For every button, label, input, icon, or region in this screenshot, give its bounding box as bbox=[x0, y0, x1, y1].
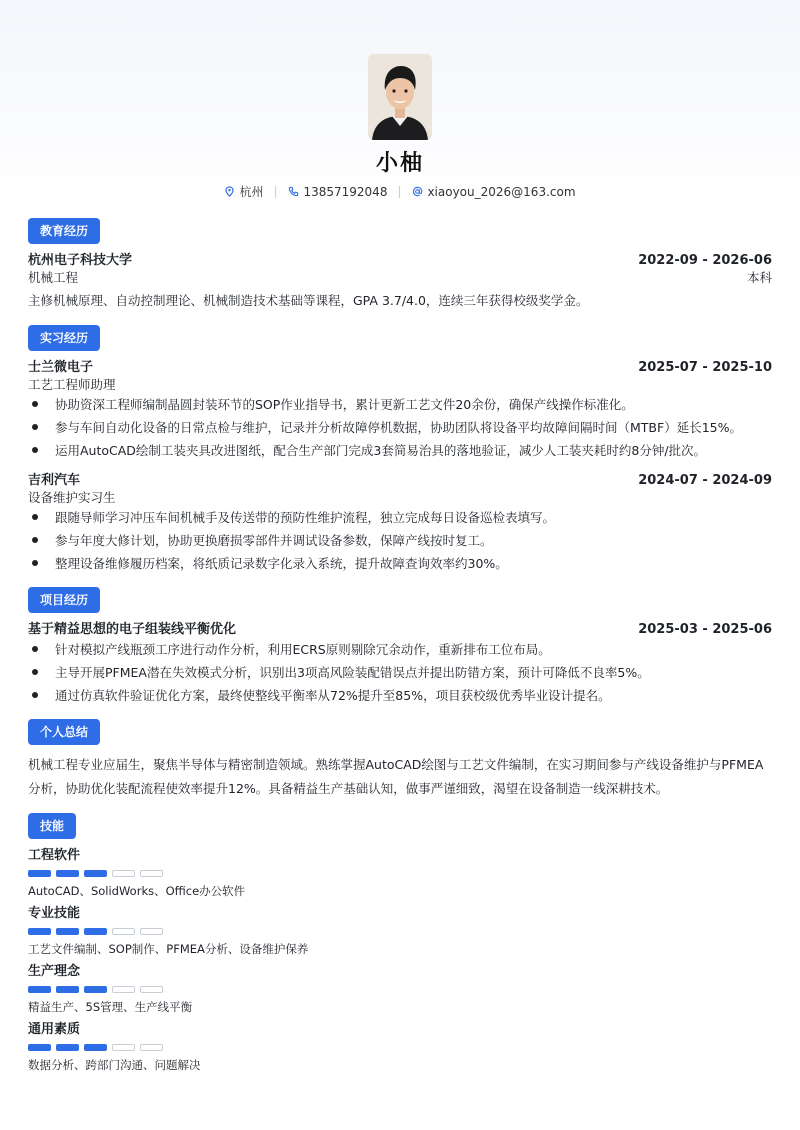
resume-header bbox=[0, 0, 800, 212]
education-description: 主修机械原理、自动控制理论、机械制造技术基础等课程，GPA 3.7/4.0，连续三年获得校级奖学金。 bbox=[28, 293, 589, 308]
location-icon bbox=[224, 186, 235, 197]
entry-period: 2025-07 - 2025-10 bbox=[638, 360, 772, 375]
skill-level-filled bbox=[56, 1044, 79, 1051]
skill-level-bars bbox=[28, 1044, 772, 1051]
skill-level-empty bbox=[140, 928, 163, 935]
entry-period: 2024-07 - 2024-09 bbox=[638, 473, 772, 488]
skill-level-empty bbox=[112, 1044, 135, 1051]
bullet-list bbox=[28, 393, 772, 462]
email-icon bbox=[412, 186, 423, 197]
section-title: 技能 bbox=[28, 813, 76, 839]
skill-level-filled bbox=[84, 870, 107, 877]
project-section bbox=[28, 587, 772, 707]
skill-description: 精益生产、5S管理、生产线平衡 bbox=[28, 1000, 193, 1014]
skill-item bbox=[28, 905, 772, 957]
resume-body bbox=[28, 218, 772, 1085]
divider bbox=[399, 186, 400, 198]
skill-level-filled bbox=[56, 986, 79, 993]
list-item: 主导开展PFMEA潜在失效模式分析，识别出3项高风险装配错误点并提出防错方案，预计可降低不良率5%。 bbox=[28, 661, 772, 684]
company-name: 士兰微电子 bbox=[28, 360, 94, 375]
company-name: 吉利汽车 bbox=[28, 473, 81, 488]
bullet-list bbox=[28, 506, 772, 575]
job-role: 设备维护实习生 bbox=[28, 490, 116, 505]
internship-entry bbox=[28, 359, 772, 462]
skill-level-bars bbox=[28, 986, 772, 993]
skill-level-empty bbox=[140, 986, 163, 993]
summary-text: 机械工程专业应届生，聚焦半导体与精密制造领域。熟练掌握AutoCAD绘图与工艺文件编制，在实习期间参与产线设备维护与PFMEA分析，协助优化装配流程使效率提升12%。具备精益生产基础认知，做事严谨细致，渴望在设备制造一线深耕技术。 bbox=[28, 757, 764, 796]
major: 机械工程 bbox=[28, 270, 79, 285]
project-name: 基于精益思想的电子组装线平衡优化 bbox=[28, 622, 237, 637]
skill-item bbox=[28, 1021, 772, 1073]
skill-level-filled bbox=[56, 870, 79, 877]
skill-level-filled bbox=[28, 928, 51, 935]
skill-level-filled bbox=[28, 870, 51, 877]
list-item: 运用AutoCAD绘制工装夹具改进图纸，配合生产部门完成3套简易治具的落地验证，减少人工装夹耗时约8分钟/批次。 bbox=[28, 439, 772, 462]
skill-level-empty bbox=[140, 1044, 163, 1051]
email-text: xiaoyou_2026@163.com bbox=[427, 184, 576, 199]
bullet-list bbox=[28, 638, 772, 707]
contact-info bbox=[0, 183, 800, 200]
skill-level-empty bbox=[112, 928, 135, 935]
skill-level-empty bbox=[112, 870, 135, 877]
contact-city bbox=[224, 183, 263, 200]
skills-list bbox=[28, 847, 772, 1073]
skill-level-filled bbox=[28, 986, 51, 993]
list-item: 协助资深工程师编制晶圆封装环节的SOP作业指导书，累计更新工艺文件20余份，确保产线操作标准化。 bbox=[28, 393, 772, 416]
skill-level-filled bbox=[84, 1044, 107, 1051]
skill-description: AutoCAD、SolidWorks、Office办公软件 bbox=[28, 884, 246, 898]
internship-entry bbox=[28, 472, 772, 575]
skill-description: 数据分析、跨部门沟通、问题解决 bbox=[28, 1058, 201, 1072]
skill-item bbox=[28, 847, 772, 899]
skill-level-filled bbox=[84, 928, 107, 935]
city-text: 杭州 bbox=[239, 185, 264, 199]
school-name: 杭州电子科技大学 bbox=[28, 253, 133, 268]
list-item: 跟随导师学习冲压车间机械手及传送带的预防性维护流程，独立完成每日设备巡检表填写。 bbox=[28, 506, 772, 529]
profile-photo-image bbox=[368, 54, 432, 140]
skill-level-empty bbox=[140, 870, 163, 877]
phone-text: 13857192048 bbox=[303, 184, 388, 199]
section-title: 教育经历 bbox=[28, 218, 100, 244]
skills-section bbox=[28, 813, 772, 1073]
list-item: 针对模拟产线瓶颈工序进行动作分析，利用ECRS原则剔除冗余动作，重新排布工位布局。 bbox=[28, 638, 772, 661]
list-item: 整理设备维修履历档案，将纸质记录数字化录入系统，提升故障查询效率约30%。 bbox=[28, 552, 772, 575]
internship-section bbox=[28, 325, 772, 575]
section-title: 实习经历 bbox=[28, 325, 100, 351]
education-section bbox=[28, 218, 772, 313]
list-item: 通过仿真软件验证优化方案，最终使整线平衡率从72%提升至85%，项目获校级优秀毕业设计提名。 bbox=[28, 684, 772, 707]
list-item: 参与车间自动化设备的日常点检与维护，记录并分析故障停机数据，协助团队将设备平均故障间隔时间（MTBF）延长15%。 bbox=[28, 416, 772, 439]
entry-header bbox=[28, 472, 772, 489]
skill-level-bars bbox=[28, 870, 772, 877]
skill-name: 专业技能 bbox=[28, 906, 81, 921]
phone-icon bbox=[288, 186, 299, 197]
skill-level-filled bbox=[56, 928, 79, 935]
degree: 本科 bbox=[746, 270, 772, 285]
skill-level-bars bbox=[28, 928, 772, 935]
skill-level-filled bbox=[28, 1044, 51, 1051]
skill-level-filled bbox=[84, 986, 107, 993]
project-header bbox=[28, 621, 772, 638]
skill-name: 工程软件 bbox=[28, 848, 81, 863]
project-period: 2025-03 - 2025-06 bbox=[638, 622, 772, 637]
skill-name: 通用素质 bbox=[28, 1022, 81, 1037]
skill-name: 生产理念 bbox=[28, 964, 81, 979]
section-title: 项目经历 bbox=[28, 587, 100, 613]
candidate-name: 小柚 bbox=[375, 151, 424, 176]
contact-phone bbox=[288, 185, 387, 199]
contact-email bbox=[412, 185, 575, 199]
divider bbox=[275, 186, 276, 198]
summary-section bbox=[28, 719, 772, 801]
skill-description: 工艺文件编制、SOP制作、PFMEA分析、设备维护保养 bbox=[28, 942, 309, 956]
list-item: 参与年度大修计划，协助更换磨损零部件并调试设备参数，保障产线按时复工。 bbox=[28, 529, 772, 552]
skill-item bbox=[28, 963, 772, 1015]
job-role: 工艺工程师助理 bbox=[28, 377, 116, 392]
education-subheader bbox=[28, 269, 772, 286]
section-title: 个人总结 bbox=[28, 719, 100, 745]
skill-level-empty bbox=[112, 986, 135, 993]
education-header bbox=[28, 252, 772, 269]
entry-header bbox=[28, 359, 772, 376]
profile-photo bbox=[368, 54, 432, 140]
education-period: 2022-09 - 2026-06 bbox=[638, 253, 772, 268]
